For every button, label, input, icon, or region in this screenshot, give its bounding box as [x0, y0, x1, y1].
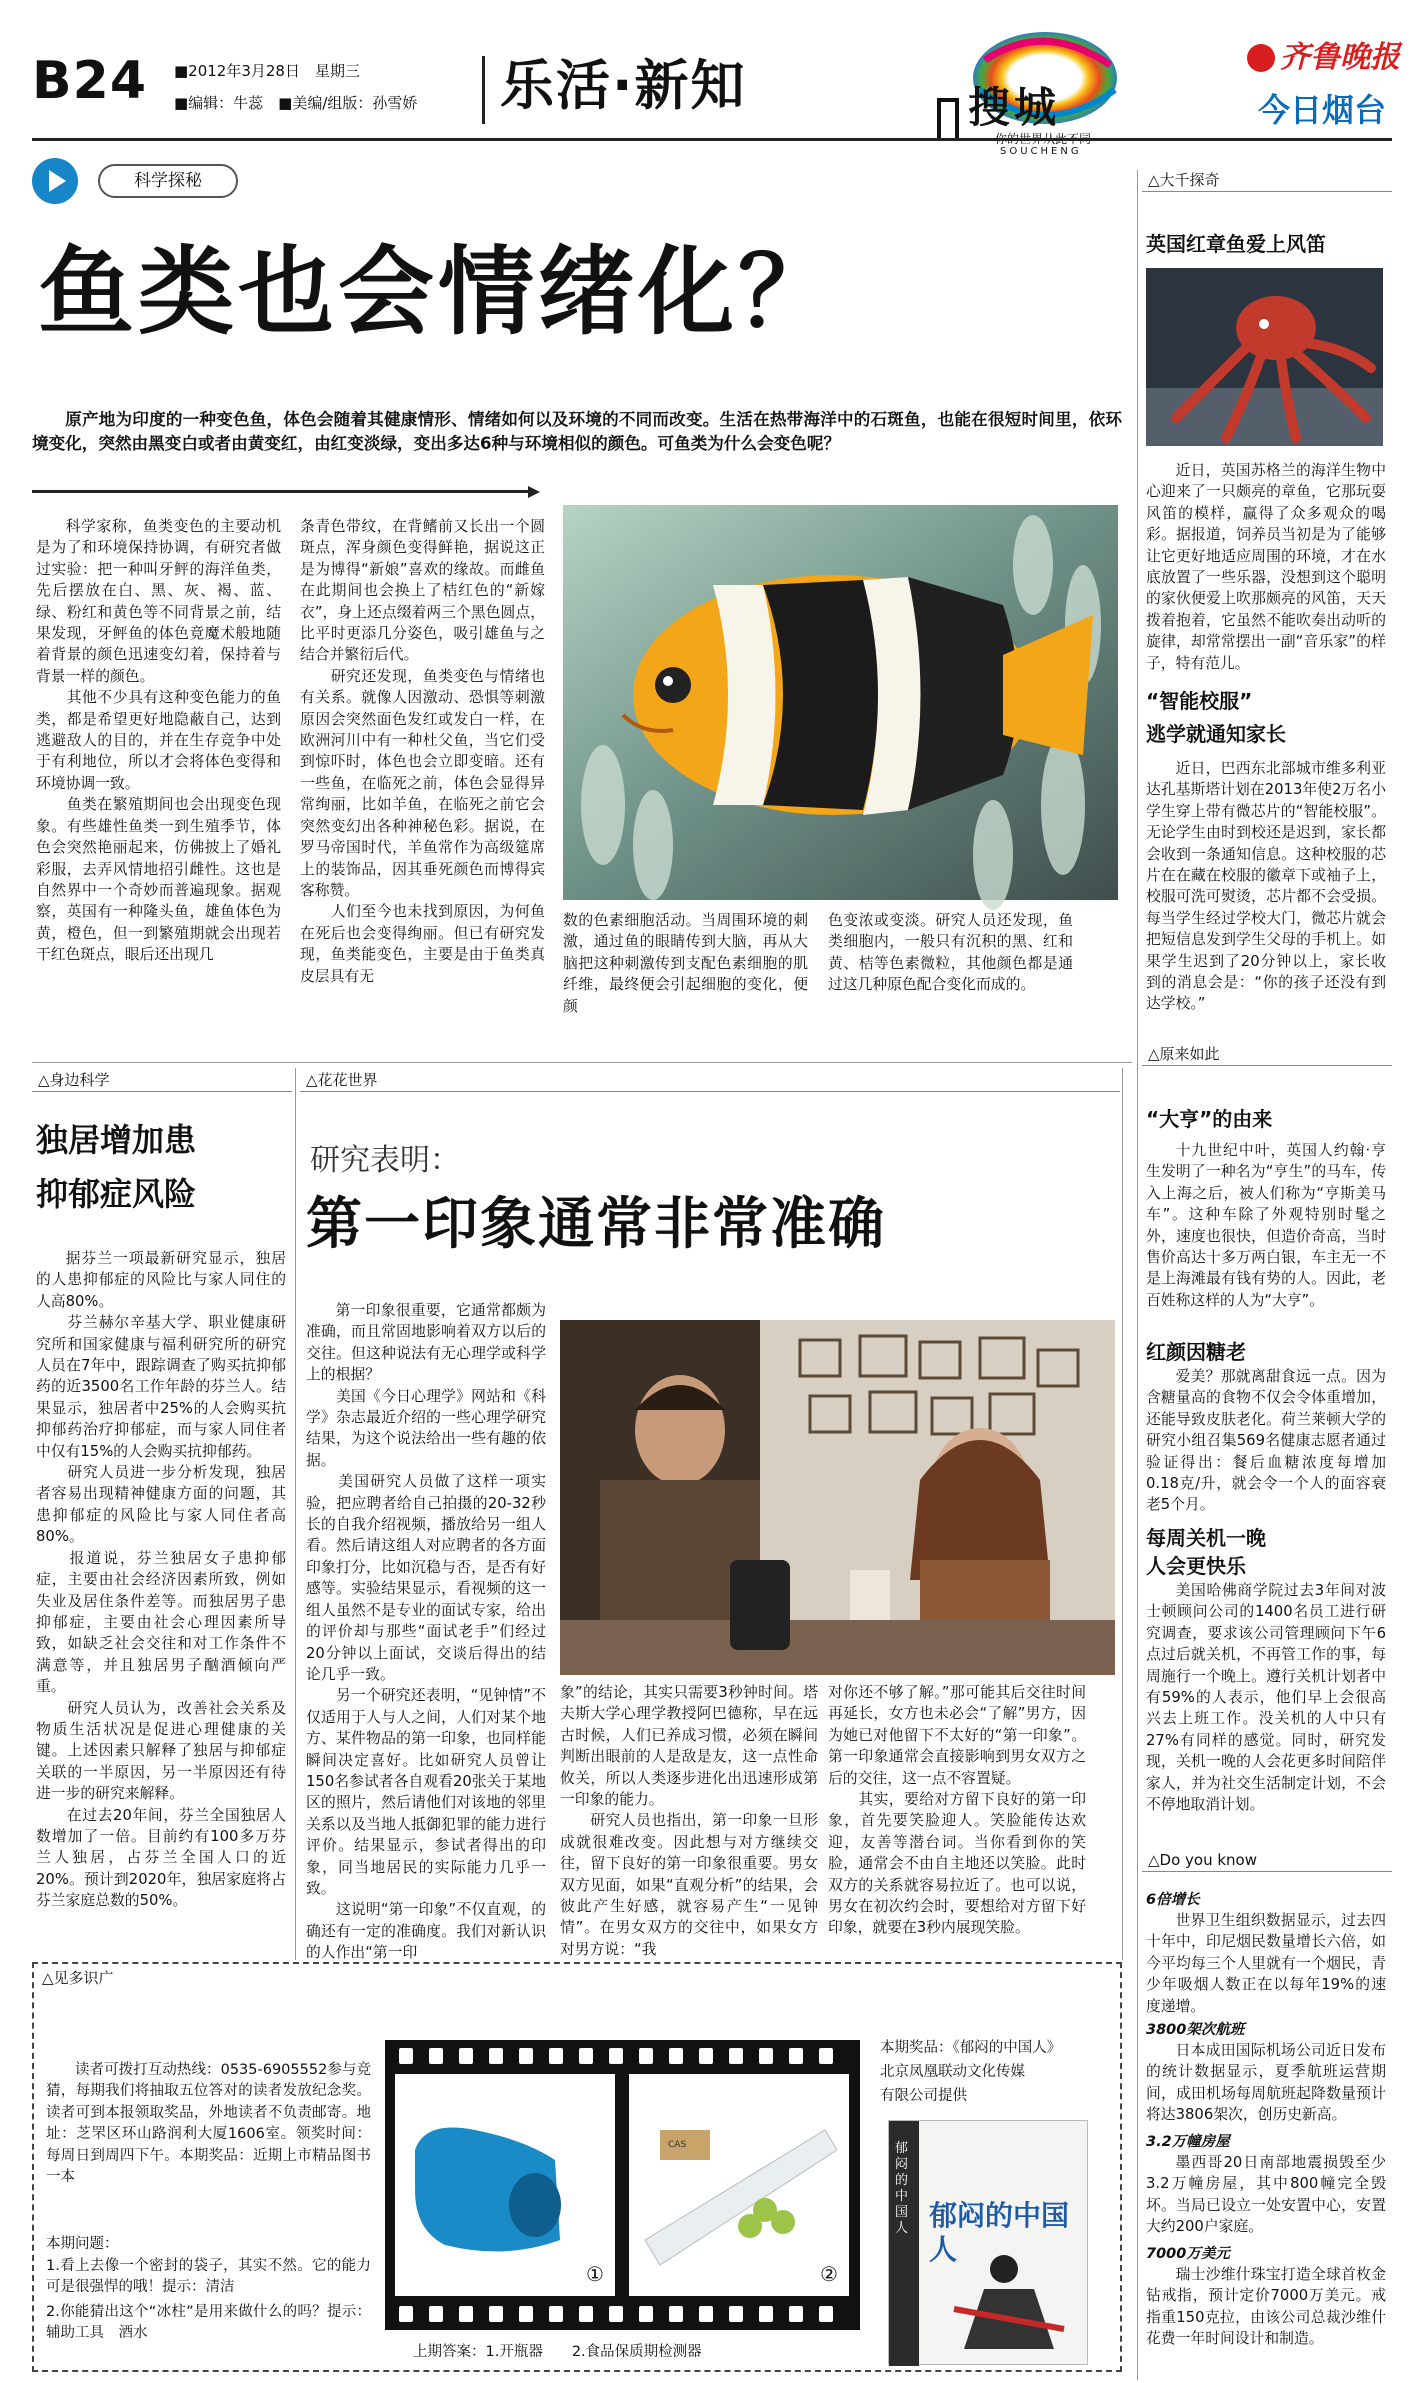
quiz-intro: 读者可拨打互动热线：0535-6905552参与竞猜，每期我们将抽取五位答对的读者发放纪念奖。读者可到本报领取奖品，外地读者不负责邮寄。地址：芝罘区环山路润利大厦1606室。领奖时间：每周日到周四下午。本期奖品：近期上市精品图书一本: [46, 2062, 371, 2186]
item-label-2: ②: [820, 2262, 838, 2286]
dyk-body-2: 日本成田国际机场公司近日发布的统计数据显示，夏季航班运营期间，成田机场每周航班起降数量预计将达3806架次，创历史新高。: [1146, 2042, 1386, 2124]
dyk-head-1: 6倍增长: [1146, 1892, 1200, 1908]
section-quiz: △见多识广: [42, 1969, 114, 1987]
dyk-head-4: 7000万美元: [1146, 2246, 1230, 2262]
section-tag: 科学探秘: [98, 164, 238, 198]
section-science-nearby: △身边科学: [32, 1068, 292, 1092]
item-label-1: ①: [586, 2262, 604, 2286]
octopus-body: 近日，英国苏格兰的海洋生物中心迎来了一只颇亮的章鱼，它那玩耍风笛的模样，赢得了众多观众的喝彩。据报道，饲养员当初是为了能够让它更好地适应周围的环境，才在水底放置了一些乐器，没想到这个聪明的家伙便爱上吹那颇亮的风笛，天天拨着抱着，它虽然不能吹奏出动听的旋律，却常常摆出一副“音乐家”的样子，特有范儿。: [1146, 462, 1386, 672]
octopus-photo: [1146, 268, 1383, 446]
section-world: △花花世界: [300, 1068, 1120, 1092]
editor-line: ■编辑：牛蕊 ■美编/组版：孙雪娇: [174, 94, 418, 112]
uniform-body: 近日，巴西东北部城市维多利亚达孔基斯塔计划在2013年使2万名小学生穿上带有微芯片的“智能校服”。无论学生由时到校还是迟到，家长都会收到一条通知信息。这种校服的芯片在在藏在校服的徽章下或袖子上，校服可洗可熨烫，芯片都不会受损。每当学生经过学校大门，微芯片就会把短信息发到学生父母的手机上。如果学生迟到了20分钟以上，家长收到的消息会是：“你的孩子还没有到达学校。”: [1146, 760, 1386, 1013]
bottle-text: CAS: [668, 2140, 687, 2150]
impression-col3: 对你还不够了解。”那可能其后交往时间再延长，女方也未必会“了解”男方，因为她已对他留下不太好的“第一印象”。第一印象通常会直接影响到男女双方之后的交往，这一点不容置疑。 其实，要给对方留下良好的第一印象，首先要笑脸迎人。笑脸能传达欢迎，友善等潜台词。当你看到你的笑脸，通常会不由自主地还以笑脸。此时双方的关系就容易拉近了。也可以说，男女在初次约会时，要想给对方留下好印象，就要在3秒内展现笑脸。: [828, 1684, 1086, 1937]
clownfish-photo: [563, 505, 1118, 900]
quiz-q1: 1.看上去像一个密封的袋子，其实不然。它的能力可是很强悍的哦！提示：清洁: [46, 2258, 371, 2296]
dyk-body-1: 世界卫生组织数据显示，过去四十年中，印尼烟民数量增长六倍，如今平均每三个人里就有一个烟民，青少年吸烟人数正在以每年19%的速度递增。: [1146, 1912, 1386, 2015]
dyk-body-4: 瑞士沙维什珠宝打造全球首枚金钻戒指，预计定价7000万美元。戒指重150克拉，由该公司总裁沙维什花费一年时间设计和制造。: [1146, 2266, 1386, 2348]
sugar-body: 爱美？那就离甜食远一点。因为含糖量高的食物不仅会令体重增加，还能导致皮肤老化。荷兰莱顿大学的研究小组召集569名健康志愿者通过验证得出：餐后血糖浓度每增加0.18克/升，就会令一个人的面容衰老5个月。: [1146, 1368, 1386, 1514]
main-body-col4: 色变浓或变淡。研究人员还发现，鱼类细胞内，一般只有沉积的黑、红和黄、桔等色素微粒，其他颜色都是通过这几种原色配合变化而成的。: [828, 912, 1073, 994]
clownfish-image: [563, 505, 1118, 900]
book-cover: [888, 2120, 1088, 2365]
book-figure-icon: [944, 2249, 1074, 2359]
octopus-image: [1146, 268, 1383, 446]
edition: 今日烟台: [1258, 91, 1387, 129]
header-divider: [482, 56, 485, 124]
impression-col1: 第一印象很重要，它通常都颇为准确，而且常固地影响着双方以后的交往。但这种说法有无心理学或科学上的根据？ 美国《今日心理学》网站和《科学》杂志最近介绍的一些心理学研究结果，为这个说法给出一些有趣的依据。 美国研究人员做了这样一项实验，把应聘者给自己拍摄的20-32秒长的自我介绍视频，播放给另一组人看。然后请这组人对应聘者的各方面印象打分，比如沉稳与否，是否有好感等。实验结果显示，看视频的这一组人虽然不是专业的面试专家，给出的评价却与那些“面试老手”们经过20分钟以上面试，交谈后得出的结论几乎一致。 另一个研究还表明，“见钟情”不仅适用于人与人之间，人们对某个地方、某件物品的第一印象，也同样能瞬间决定喜好。比如研究人员曾让150名参试者各自观看20张关于某地区的照片，然后请他们对该地的邻里关系以及当地人抵御犯罪的能力进行评价。结果显示，参试者得出的印象，同当地居民的实际能力几乎一致。 这说明“第一印象”不仅直观，的确还有一定的准确度。我们对新认识的人作出“第一印: [306, 1302, 546, 1962]
mid-rule: [32, 1062, 1132, 1063]
main-body-col3: 数的色素细胞活动。当周围环境的刺激，通过鱼的眼睛传到大脑，再从大脑把这种刺激传到支配色素细胞的肌纤维，最终便会引起细胞的变化，便颜: [563, 912, 808, 1015]
date-line: ■2012年3月28日 星期三: [174, 62, 360, 80]
film-strip: [385, 2040, 860, 2330]
uniform-title-b: 逃学就通知家长: [1146, 722, 1286, 746]
couple-image: [560, 1320, 1115, 1675]
quiz-q2: 2.你能猜出这个“冰柱”是用来做什么的吗？提示：辅助工具 酒水: [46, 2304, 371, 2342]
section-origin: △原来如此: [1142, 1042, 1392, 1066]
shutdown-body: 美国哈佛商学院过去3年间对波士顿顾问公司的1400名员工进行研究调查，要求该公司管理顾问下午6点过后就关机，不再管工作的事，每周施行一个晚上。遵行关机计划者中有59%的人表示，他们早上会很高兴去上班工作。没关机的人中只有27%有同样的感觉。同时，研究发现，关机一晚的人会花更多时间陪伴家人，并为社交生活制定计划，不会不停地取消计划。: [1146, 1582, 1386, 1814]
header-rule: [32, 138, 1392, 141]
main-body-col1: 科学家称，鱼类变色的主要动机是为了和环境保持协调，有研究者做过实验：把一种叫牙鲆的海洋鱼类，先后摆放在白、黑、灰、褐、蓝、绿、粉红和黄色等不同背景之前，结果发现，牙鲆鱼的体色竟魔术般地随着背景的颜色迅速变幻着，保持着与背景一样的颜色。 其他不少具有这种变色能力的鱼类，都是希望更好地隐蔽自己，达到逃避敌人的目的，并在生存竞争中处于有利地位，所以才会将体色变得和环境协调一致。 鱼类在繁殖期间也会出现变色现象。有些雄性鱼类一到生殖季节，体色会突然艳丽起来，仿佛披上了婚礼彩服，去弄风情地招引雌性。这也是自然界中一个奇妙而普遍现象。据观察，英国有一种隆头鱼，雄鱼体色为黄，橙色，但一到繁殖期就会出现若干红色斑点，眼后还出现几: [36, 518, 281, 964]
logo-en: SOUCHENG: [1000, 146, 1082, 157]
octopus-title: 英国红章鱼爱上风笛: [1146, 232, 1326, 256]
impression-col2: 象”的结论，其实只需要3秒钟时间。塔夫斯大学心理学教授阿巴德称，早在远古时候，人们已养成习惯，必须在瞬间判断出眼前的人是敌是友，这一点性命攸关，所以人类逐步进化出迅速形成第一印象的能力。 研究人员也指出，第一印象一旦形成就很难改变。因此想与对方继续交往，留下良好的第一印象很重要。男女双方见面，如果“直观分析”的结果，会彼此产生好感，就容易产生“一见钟情”。在男女双方的交往中，如果女方对男方说：“我: [560, 1684, 818, 1958]
prize-line-2: 北京凤凰联动文化传媒: [880, 2064, 1025, 2080]
couple-photo: [560, 1320, 1115, 1675]
lead-rule-arrow: [528, 486, 540, 498]
dyk-head-2: 3800架次航班: [1146, 2022, 1245, 2038]
solitary-title-2: 抑郁症风险: [36, 1175, 197, 1213]
solitary-title-1: 独居增加患: [36, 1121, 197, 1159]
impression-headline: 第一印象通常非常准确: [306, 1192, 886, 1257]
uniform-title-a: “智能校服”: [1146, 689, 1253, 713]
left-col-divider: [295, 1068, 296, 1960]
section-curiosity: △大千探奇: [1142, 168, 1392, 192]
prize-line-3: 有限公司提供: [880, 2088, 967, 2104]
film-strip-art: [385, 2040, 860, 2330]
book-title: 郁闷的中国人: [929, 2199, 1070, 2266]
paper-logo-icon: [1247, 44, 1275, 72]
quiz-answer: 上期答案：1.开瓶器 2.食品保质期检测器: [413, 2344, 702, 2360]
impression-kicker: 研究表明：: [310, 1143, 460, 1178]
column-title: 乐活·新知: [500, 54, 747, 117]
book-spine-title: 郁闷的中国人: [895, 2141, 909, 2236]
right-col-divider: [1137, 170, 1138, 2380]
shutdown-title-a: 每周关机一晚: [1146, 1526, 1266, 1550]
shutdown-title-b: 人会更快乐: [1146, 1554, 1246, 1578]
section-do-you-know: △Do you know: [1142, 1848, 1392, 1872]
tycoon-title: “大亨”的由来: [1146, 1107, 1273, 1131]
solitary-body: 据芬兰一项最新研究显示，独居的人患抑郁症的风险比与家人同住的人高80%。 芬兰赫尔辛基大学、职业健康研究所和国家健康与福利研究所的研究人员在7年中，跟踪调查了购买抗抑郁药的近3500名工作年龄的芬兰人。结果显示，独居者中25%的人会购买抗抑郁药治疗抑郁症，而与家人同住者中仅有15%的人会购买抗抑郁药。 研究人员进一步分析发现，独居者容易出现精神健康方面的问题，其患抑郁症的风险比与家人同住者高80%。 报道说，芬兰独居女子患抑郁症，主要由社会经济因素所致，例如失业及居住条件差等。而独居男子患抑郁症，主要由社会心理因素所导致，如缺乏社会交往和对工作条件不满意等，并且独居男子酗酒倾向严重。 研究人员认为，改善社会关系及物质生活状况是促进心理健康的关键。上述因素只解释了独居与抑郁症关联的一半原因，另一半原因还有待进一步的研究来解释。 在过去20年间，芬兰全国独居人数增加了一倍。目前约有100多万芬兰人独居，占芬兰全国人口的近20%。预计到2020年，独居家庭将占芬兰家庭总数的50%。: [36, 1250, 286, 1910]
main-body-col2: 条青色带纹，在背鳍前又长出一个圆斑点，浑身颜色变得鲜艳，据说这正是为博得“新娘”喜欢的缘故。而雌鱼在此期间也会换上了桔红色的“新嫁衣”，身上还点缀着两三个黑色圆点，比平时更添几分姿色，吸引雄鱼与之结合并繁衍后代。 研究还发现，鱼类变色与情绪也有关系。就像人因激动、恐惧等刺激原因会突然面色发红或发白一样，在欧洲河川中有一种杜父鱼，当它们受到惊吓时，体色也会立即变暗。还有一些鱼，在临死之前，体色会显得异常绚丽，比如羊鱼，在临死之前它会突然变幻出各种神秘色彩。据说，在罗马帝国时代，羊鱼常作为高级筵席上的装饰品，因其垂死颜色而博得宾客称赞。 人们至今也未找到原因，为何鱼在死后也会变得绚丽。但已有研究发现，鱼类能变色，主要是由于鱼类真皮层具有无: [300, 518, 545, 985]
dyk-head-3: 3.2万幢房屋: [1146, 2134, 1230, 2150]
prize-line-1: 本期奖品：《郁闷的中国人》: [880, 2040, 1062, 2056]
dyk-body-3: 墨西哥20日南部地震损毁至少3.2万幢房屋，其中800幢完全毁坏。当局已设立一处安置中心，安置大约200户家庭。: [1146, 2154, 1386, 2236]
lead-rule: [32, 490, 532, 493]
center-right-divider: [1122, 1068, 1123, 1960]
quiz-question-title: 本期问题：: [46, 2236, 119, 2252]
sugar-title: 红颜因糖老: [1146, 1340, 1246, 1364]
paper-name: 齐鲁晚报: [1280, 40, 1400, 75]
play-icon: [32, 158, 78, 204]
main-lead: 原产地为印度的一种变色鱼，体色会随着其健康情形、情绪如何以及环境的不同而改变。生活在热带海洋中的石斑鱼，也能在很短时间里，依环境变化，突然由黑变白或者由黄变红，由红变淡绿，变出多达6种与环境相似的颜色。可鱼类为什么会变色呢？: [32, 410, 1122, 453]
tycoon-body: 十九世纪中叶，英国人约翰·亨生发明了一种名为“亨生”的马车，传入上海之后，被人们称为“亨斯美马车”。这种车除了外观特别时髦之外，速度也很快，但造价奇高，当时售价高达十多万两白银，车主无一不是上海滩最有钱有势的人。因此，老百姓称这样的人为“大亨”。: [1146, 1142, 1386, 1309]
logo-main: 搜城: [968, 83, 1061, 132]
main-headline: 鱼类也会情绪化？: [38, 236, 838, 348]
page-number: B24: [32, 51, 147, 111]
